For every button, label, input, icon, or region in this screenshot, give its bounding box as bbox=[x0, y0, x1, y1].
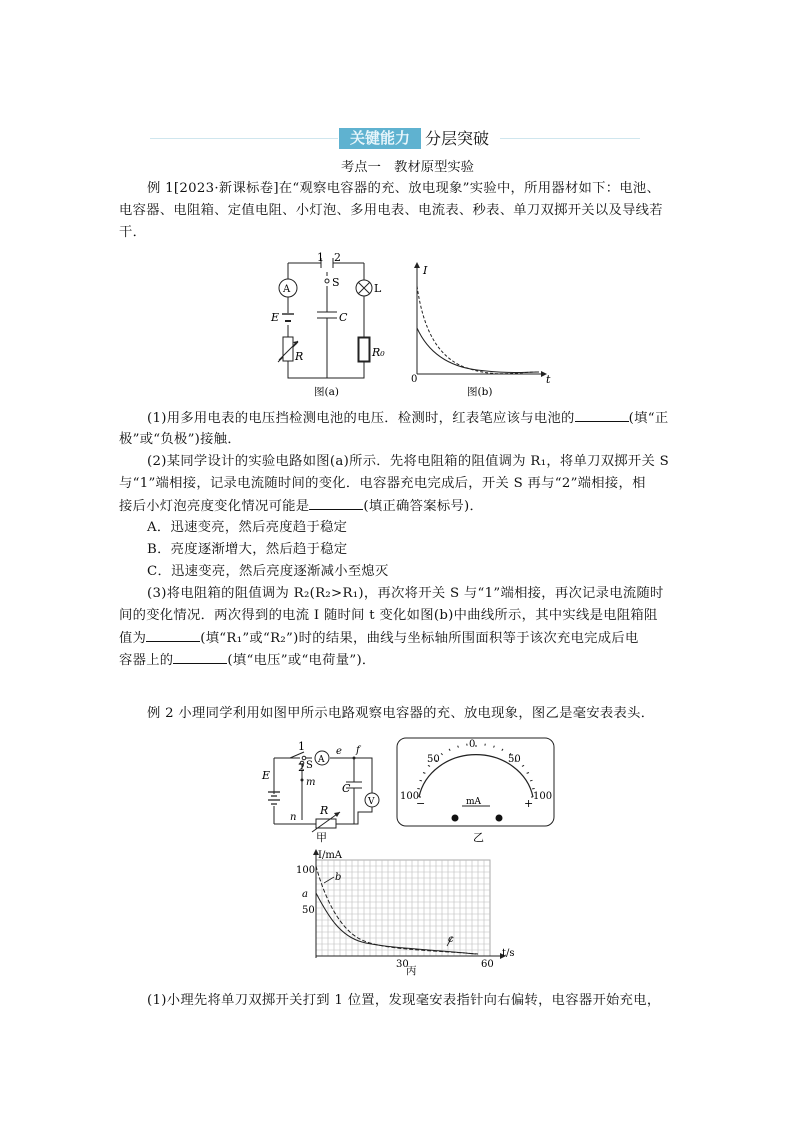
banner-title: 分层突破 bbox=[425, 129, 490, 148]
emf-label-jia: E bbox=[262, 769, 271, 782]
capacitor-label: C bbox=[339, 311, 348, 324]
meter-minus-terminal: − bbox=[416, 797, 426, 810]
curve-label-c: c bbox=[448, 934, 454, 945]
figure-a-circuit bbox=[268, 250, 385, 400]
switch-label-jia: S bbox=[306, 760, 313, 771]
meter-tick-0: 0 bbox=[469, 739, 476, 750]
answer-blank-4[interactable] bbox=[173, 649, 227, 664]
capacitor-label-jia: C bbox=[342, 782, 351, 795]
figure-jia-caption: 甲 bbox=[316, 831, 327, 844]
example2-q1: (1)小理先将单刀双掷开关打到 1 位置，发现毫安表指针向右偏转，电容器开始充电， bbox=[147, 993, 661, 1008]
section-title: 考点一 教材原型实验 bbox=[341, 160, 474, 175]
switch-terminal-1-jia: 1 bbox=[298, 740, 305, 753]
emf-label: E bbox=[271, 311, 280, 324]
figure-yi-caption: 乙 bbox=[473, 831, 484, 844]
option-c: C．迅速变亮，然后亮度逐渐减小至熄灭 bbox=[147, 564, 389, 579]
figure-bing-xlabel: t/s bbox=[502, 948, 515, 959]
ammeter-symbol: A bbox=[283, 284, 291, 295]
switch-terminal-2: 2 bbox=[334, 251, 341, 264]
q2-line3: 接后小灯泡亮度变化情况可能是 (填正确答案标号)． bbox=[119, 495, 483, 518]
meter-tick-50-right: 50 bbox=[508, 754, 521, 765]
node-n-label: n bbox=[290, 812, 297, 823]
curve-label-b: b bbox=[335, 872, 342, 883]
q2-line2: 与“1”端相接，记录电流随时间的变化．电容器充电完成后，开关 S 再与“2”端相接，相 bbox=[119, 476, 646, 491]
banner-rule-left bbox=[150, 138, 338, 139]
figure-bing-xtick-60: 60 bbox=[481, 959, 494, 970]
q3-line3: 值为 (填“R₁”或“R₂”)时的结果，曲线与坐标轴所围面积等于该次充电完成后电 bbox=[119, 627, 639, 650]
figure-bing-xtick-30: 30 bbox=[396, 959, 409, 970]
q1-line2: 极”或“负极”)接触． bbox=[119, 432, 241, 447]
meter-tick-100-right: 100 bbox=[533, 791, 553, 802]
figure-b-ylabel: I bbox=[423, 264, 428, 277]
example1-intro-line3: 干． bbox=[119, 225, 147, 240]
q1-line1: (1)用多用电表的电压挡检测电池的电压．检测时，红表笔应该与电池的 (填“正 bbox=[147, 407, 668, 430]
figure-b-xlabel: t bbox=[546, 373, 551, 386]
switch-label: S bbox=[332, 276, 340, 289]
node-e-label: e bbox=[336, 746, 342, 757]
figure-a-caption: 图(a) bbox=[314, 386, 339, 398]
switch-terminal-2-jia: 2 bbox=[298, 761, 305, 774]
example1-intro-line1: 例 1[2023·新课标卷]在“观察电容器的充、放电现象”实验中，所用器材如下：电池、 bbox=[147, 181, 661, 196]
figure-b-caption: 图(b) bbox=[467, 386, 493, 398]
curve-label-a: a bbox=[302, 889, 308, 900]
q3-line2: 间的变化情况．两次得到的电流 I 随时间 t 变化如图(b)中曲线所示，其中实线是电阻箱阻 bbox=[119, 608, 658, 623]
figure-bing-ytick-100: 100 bbox=[296, 865, 316, 876]
q3-line4: 容器上的 (填“电压”或“电荷量”)． bbox=[119, 649, 376, 672]
fixed-resistor-label: R₀ bbox=[372, 346, 385, 359]
meter-unit: mA bbox=[466, 797, 482, 807]
switch-terminal-1: 1 bbox=[317, 251, 324, 264]
resistor-box-label-jia: R bbox=[320, 804, 329, 817]
node-m-label: m bbox=[306, 777, 316, 788]
answer-blank-1[interactable] bbox=[575, 407, 629, 422]
meter-tick-50-left: 50 bbox=[427, 754, 440, 765]
ammeter-symbol-jia: A bbox=[318, 755, 325, 765]
q3-line1: (3)将电阻箱的阻值调为 R₂(R₂>R₁)，再次将开关 S 与“1”端相接，再次记录电流随时 bbox=[147, 586, 664, 601]
figure-b-origin: 0 bbox=[411, 374, 418, 385]
figure-jia-circuit bbox=[260, 738, 380, 844]
meter-plus-terminal: + bbox=[524, 797, 534, 810]
banner-highlight: 关键能力 bbox=[339, 128, 421, 149]
resistor-box-label: R bbox=[295, 350, 304, 363]
option-a: A．迅速变亮，然后亮度趋于稳定 bbox=[147, 520, 348, 535]
figure-yi-meter bbox=[396, 737, 556, 845]
figure-bing-ylabel: I/mA bbox=[318, 850, 343, 861]
banner-rule-right bbox=[500, 138, 640, 139]
figure-bing-ytick-50: 50 bbox=[302, 905, 315, 916]
option-b: B．亮度逐渐增大，然后趋于稳定 bbox=[147, 542, 348, 557]
example1-intro-line2: 电容器、电阻箱、定值电阻、小灯泡、多用电表、电流表、秒表、单刀双掷开关以及导线若 bbox=[119, 203, 663, 218]
node-f-label: f bbox=[356, 745, 360, 756]
figure-bing-graph bbox=[288, 846, 528, 976]
answer-blank-2[interactable] bbox=[309, 495, 363, 510]
voltmeter-symbol: V bbox=[368, 797, 375, 807]
lamp-label: L bbox=[374, 282, 382, 295]
meter-tick-100-left: 100 bbox=[400, 791, 420, 802]
q2-line1: (2)某同学设计的实验电路如图(a)所示．先将电阻箱的阻值调为 R₁，将单刀双掷开关 S bbox=[147, 454, 670, 469]
figure-b-graph bbox=[405, 258, 555, 398]
example2-intro: 例 2 小理同学利用如图甲所示电路观察电容器的充、放电现象，图乙是毫安表表头． bbox=[147, 706, 655, 721]
figure-bing-caption: 丙 bbox=[406, 965, 417, 977]
answer-blank-3[interactable] bbox=[146, 627, 200, 642]
